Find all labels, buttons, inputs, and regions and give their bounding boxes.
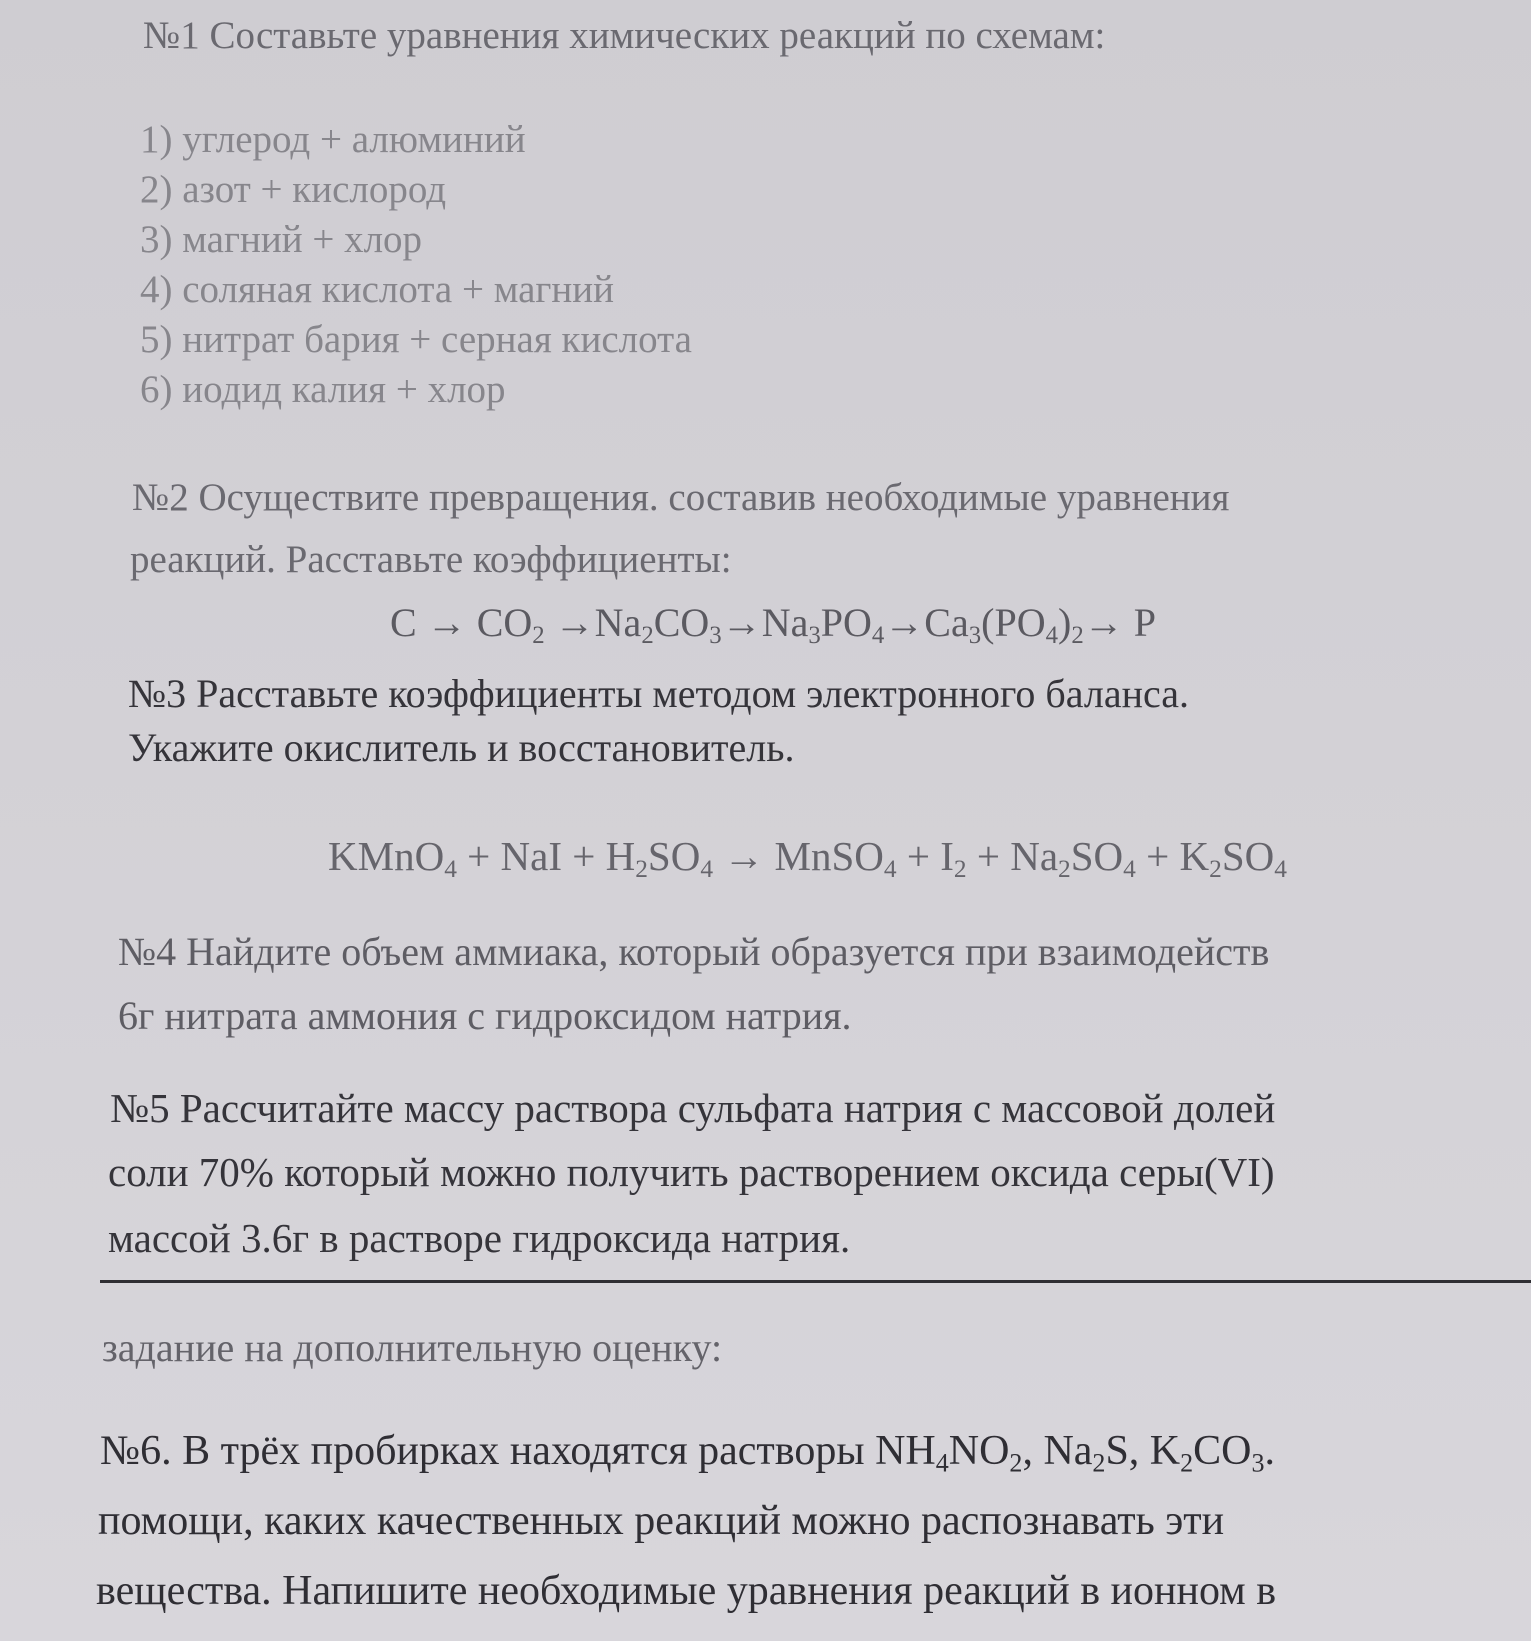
task2-line1: №2 Осуществите превращения. составив необходимые уравнения xyxy=(132,476,1230,519)
eq-k2so4: $K_2SO_4$ xyxy=(1179,833,1287,884)
task1-item: 6) иодид калия + хлор xyxy=(140,368,506,411)
chain-na2co3: $Na_2CO_3$ xyxy=(594,600,722,649)
eq-i2: $I_2$ xyxy=(940,833,967,884)
chain-arrow: → xyxy=(554,600,595,645)
task6-line1 xyxy=(100,1428,1276,1478)
task3-line2: Укажите окислитель и восстановитель. xyxy=(128,725,795,770)
task4-line2: 6г нитрата аммония с гидроксидом натрия. xyxy=(118,993,852,1038)
task1-item: 2) азот + кислород xyxy=(140,168,447,211)
task5-line1: №5 Рассчитайте массу раствора сульфата натрия с массовой долей xyxy=(110,1085,1276,1131)
chain-arrow: → xyxy=(1083,600,1124,645)
eq-plus: + xyxy=(572,833,596,879)
period: . xyxy=(1264,1428,1276,1474)
chain-phosphorus: P xyxy=(1133,600,1156,645)
task6-prefix: №6. В трёх пробирках находятся растворы xyxy=(100,1428,865,1474)
eq-mnso4: MnSO$_4$ xyxy=(774,833,897,884)
transformation-chain xyxy=(390,600,1156,649)
task6-line3: вещества. Напишите необходимые уравнения реакций в ионном в xyxy=(96,1568,1277,1614)
section-divider xyxy=(100,1280,1531,1283)
eq-plus: + xyxy=(1146,833,1170,879)
task3-line1: №3 Расставьте коэффициенты методом электронного баланса. xyxy=(128,671,1189,716)
task1-item: 3) магний + хлор xyxy=(140,218,423,261)
eq-plus: + xyxy=(976,833,1000,879)
task5-line2: соли 70% который можно получить растворением оксида серы(VI) xyxy=(108,1149,1275,1195)
eq-plus: + xyxy=(906,833,930,879)
task6-line2: помощи, каких качественных реакций можно распознавать эти xyxy=(98,1498,1225,1544)
chain-arrow: → xyxy=(721,600,762,645)
formula-na2s: $Na_2S$ xyxy=(1043,1428,1129,1478)
formula-nh4no2: $NH_4NO_2$ xyxy=(875,1428,1023,1478)
redox-equation xyxy=(328,833,1287,884)
task2-line2: реакций. Расставьте коэффициенты: xyxy=(130,538,732,581)
eq-nai: NaI xyxy=(500,833,562,879)
task1-item: 4) соляная кислота + магний xyxy=(140,268,615,311)
eq-plus: + xyxy=(467,833,491,879)
task1-heading: №1 Составьте уравнения химических реакций по схемам: xyxy=(143,14,1106,57)
chain-ca3po42: $Ca_3(PO_4)_2$ xyxy=(924,600,1084,649)
comma: , xyxy=(1128,1428,1140,1474)
eq-kmno4: KMnO$_4$ xyxy=(328,833,457,884)
task1-item: 5) нитрат бария + серная кислота xyxy=(140,318,692,361)
chain-carbon: C xyxy=(390,600,417,645)
extra-heading: задание на дополнительную оценку: xyxy=(102,1325,723,1370)
task4-line1: №4 Найдите объем аммиака, который образуется при взаимодейств xyxy=(118,929,1270,974)
formula-k2co3: $K_2CO_3$ xyxy=(1149,1428,1265,1478)
chain-arrow: → xyxy=(426,600,467,645)
chain-co2: $CO_2$ xyxy=(476,600,545,649)
chain-na3po4: $Na_3PO_4$ xyxy=(761,600,885,649)
eq-h2so4: $H_2SO_4$ xyxy=(605,833,714,884)
eq-na2so4: $Na_2SO_4$ xyxy=(1010,833,1136,884)
task1-item: 1) углерод + алюминий xyxy=(140,118,526,161)
comma: , xyxy=(1022,1428,1033,1474)
task5-line3: массой 3.6г в растворе гидроксида натрия. xyxy=(108,1215,851,1261)
chain-arrow: → xyxy=(884,600,925,645)
eq-arrow: → xyxy=(723,833,765,879)
